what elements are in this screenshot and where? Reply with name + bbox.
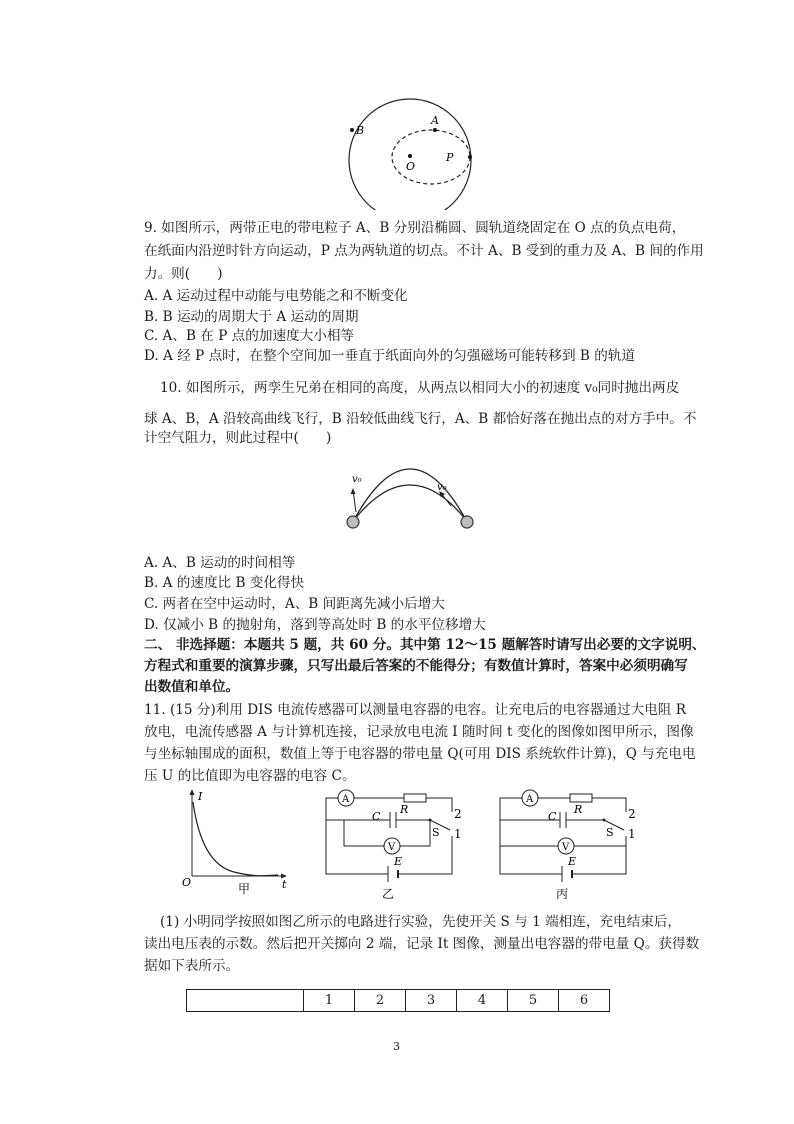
graph-label-i: I (198, 790, 203, 803)
circuit-bing-label-a: A (526, 794, 534, 805)
label-b: B (356, 124, 365, 137)
label-o: O (406, 160, 416, 173)
circuit-yi-label-2: 2 (454, 807, 462, 821)
table-header-cell: 2 (355, 990, 406, 1012)
arrowhead-left (351, 488, 356, 494)
table-header-cell: 1 (304, 990, 355, 1012)
caption-jia: 甲 (238, 882, 251, 896)
circuit-yi-label-e: E (394, 855, 403, 868)
ball-a (347, 516, 359, 528)
q11-sub1-line-1: (1) 小明同学按照如图乙所示的电路进行实验，先使开关 S 与 1 端相连，充电结束后， (160, 914, 682, 930)
circuit-yi (322, 788, 470, 900)
circuit-yi-label-s: S (432, 826, 440, 839)
resistor (404, 794, 426, 802)
section2-line-1: 二、 非选择题：本题共 5 题，共 60 分。其中第 12～15 题解答时请写出必要的文字说明、 (144, 637, 706, 653)
label-a: A (431, 114, 439, 127)
q10-stem-line-1: 10. 如图所示，两孪生兄弟在相同的高度，从两点以相同大小的初速度 v₀同时抛出两皮 (160, 380, 680, 396)
q11-stem-line-4: 压 U 的比值即为电容器的电容 C。 (144, 768, 356, 784)
switch-pivot (429, 819, 432, 822)
particle-a (433, 128, 437, 132)
charge-o (408, 154, 412, 158)
q11-sub1-line-3: 据如下表所示。 (144, 958, 240, 974)
q9-stem-line-2: 在纸面内沿逆时针方向运动，P 点为两轨道的切点。不计 A、B 受到的重力及 A、B 间的作用 (144, 243, 704, 259)
q10-option-a: A. A、B 运动的时间相等 (144, 555, 296, 571)
graph-label-t: t (282, 878, 287, 891)
section2-line-2: 方程式和重要的演算步骤，只写出最后答案的不能得分；有数值计算时，答案中必须明确写 (144, 658, 688, 674)
q9-option-b: B. B 运动的周期大于 A 运动的周期 (144, 309, 359, 325)
trajectory-a (354, 469, 466, 520)
table-header-cell: 6 (559, 990, 610, 1012)
label-p: P (446, 151, 454, 164)
circuit-bing-label-v: V (562, 842, 570, 853)
circuit-bing-label-2: 2 (628, 807, 636, 821)
q9-stem-line-3: 力。则( ) (144, 266, 223, 282)
discharge-curve (193, 802, 278, 876)
trajectory-b (354, 485, 466, 520)
table-header-cell: 4 (457, 990, 508, 1012)
q11-stem-line-3: 与坐标轴围成的面积，数值上等于电容器的带电量 Q(可用 DIS 系统软件计算)，Q 与充电电 (144, 746, 696, 762)
caption-yi: 乙 (382, 887, 395, 900)
table-header-cell: 5 (508, 990, 559, 1012)
q10-option-c: C. 两者在空中运动时，A、B 间距离先减小后增大 (144, 596, 445, 612)
v0-label-left: v₀ (352, 474, 362, 485)
data-table (186, 989, 610, 1012)
circuit-yi-label-v: V (388, 842, 396, 853)
table-row (187, 990, 610, 1012)
resistor (570, 794, 592, 802)
q11-stem-line-1: 11. (15 分)利用 DIS 电流传感器可以测量电容器的电容。让充电后的电容器通过大电阻 R (144, 702, 686, 718)
q9-option-c: C. A、B 在 P 点的加速度大小相等 (144, 328, 355, 344)
voltmeter-branch (344, 820, 430, 846)
circuit-yi-label-a: A (342, 794, 350, 805)
graph-label-o: O (182, 876, 192, 889)
switch-pivot (603, 819, 606, 822)
caption-bing: 丙 (556, 887, 569, 900)
q10-stem-line-3: 计空气阻力，则此过程中( ) (144, 430, 332, 446)
q9-option-a: A. A 运动过程中动能与电势能之和不断变化 (144, 288, 408, 304)
section2-line-3: 出数值和单位。 (144, 679, 240, 695)
particle-b (350, 128, 354, 132)
q10-stem-line-2: 球 A、B，A 沿较高曲线飞行，B 沿较低曲线飞行，A、B 都恰好落在抛出点的对方手中。不 (144, 411, 697, 427)
circuit-bing-label-e: E (568, 855, 577, 868)
q10-option-d: D. 仅减小 B 的抛射角，落到等高处时 B 的水平位移增大 (144, 617, 486, 633)
page-number: 3 (393, 1040, 400, 1053)
it-graph (178, 786, 298, 898)
point-p (468, 155, 472, 159)
circuit-yi-label-c: C (372, 810, 381, 823)
circuit-bing (496, 788, 644, 900)
circuit-bing-label-r: R (574, 803, 583, 816)
ellipse-orbit-a (392, 130, 470, 184)
circuit-yi-label-1: 1 (454, 827, 462, 841)
table-header-cell (187, 990, 304, 1012)
top-wire (500, 798, 626, 820)
table-header-cell: 3 (406, 990, 457, 1012)
orbit-figure (340, 92, 480, 210)
circuit-bing-label-c: C (548, 810, 557, 823)
graph-y-arrow (190, 789, 195, 795)
q10-option-b: B. A 的速度比 B 变化得快 (144, 575, 305, 591)
q9-option-d: D. A 经 P 点时，在整个空间加一垂直于纸面向外的匀强磁场可能转移到 B 的轨道 (144, 348, 636, 364)
ball-b (461, 516, 473, 528)
v0-label-right: v₀ (437, 482, 447, 493)
q9-stem-line-1: 9. 如图所示，两带正电的带电粒子 A、B 分别沿椭圆、圆轨道绕固定在 O 点的负点电荷， (144, 220, 686, 236)
q11-sub1-line-2: 读出电压表的示数。然后把开关掷向 2 端，记录 It 图像，测量出电容器的带电量 Q。获得数 (144, 936, 700, 952)
projectile-figure (340, 448, 480, 534)
circuit-bing-label-s: S (606, 826, 614, 839)
q11-stem-line-2: 放电，电流传感器 A 与计算机连接，记录放电电流 I 随时间 t 变化的图像如图甲所示，图像 (144, 724, 694, 740)
circuit-bing-label-1: 1 (628, 827, 636, 841)
circuit-yi-label-r: R (400, 803, 409, 816)
